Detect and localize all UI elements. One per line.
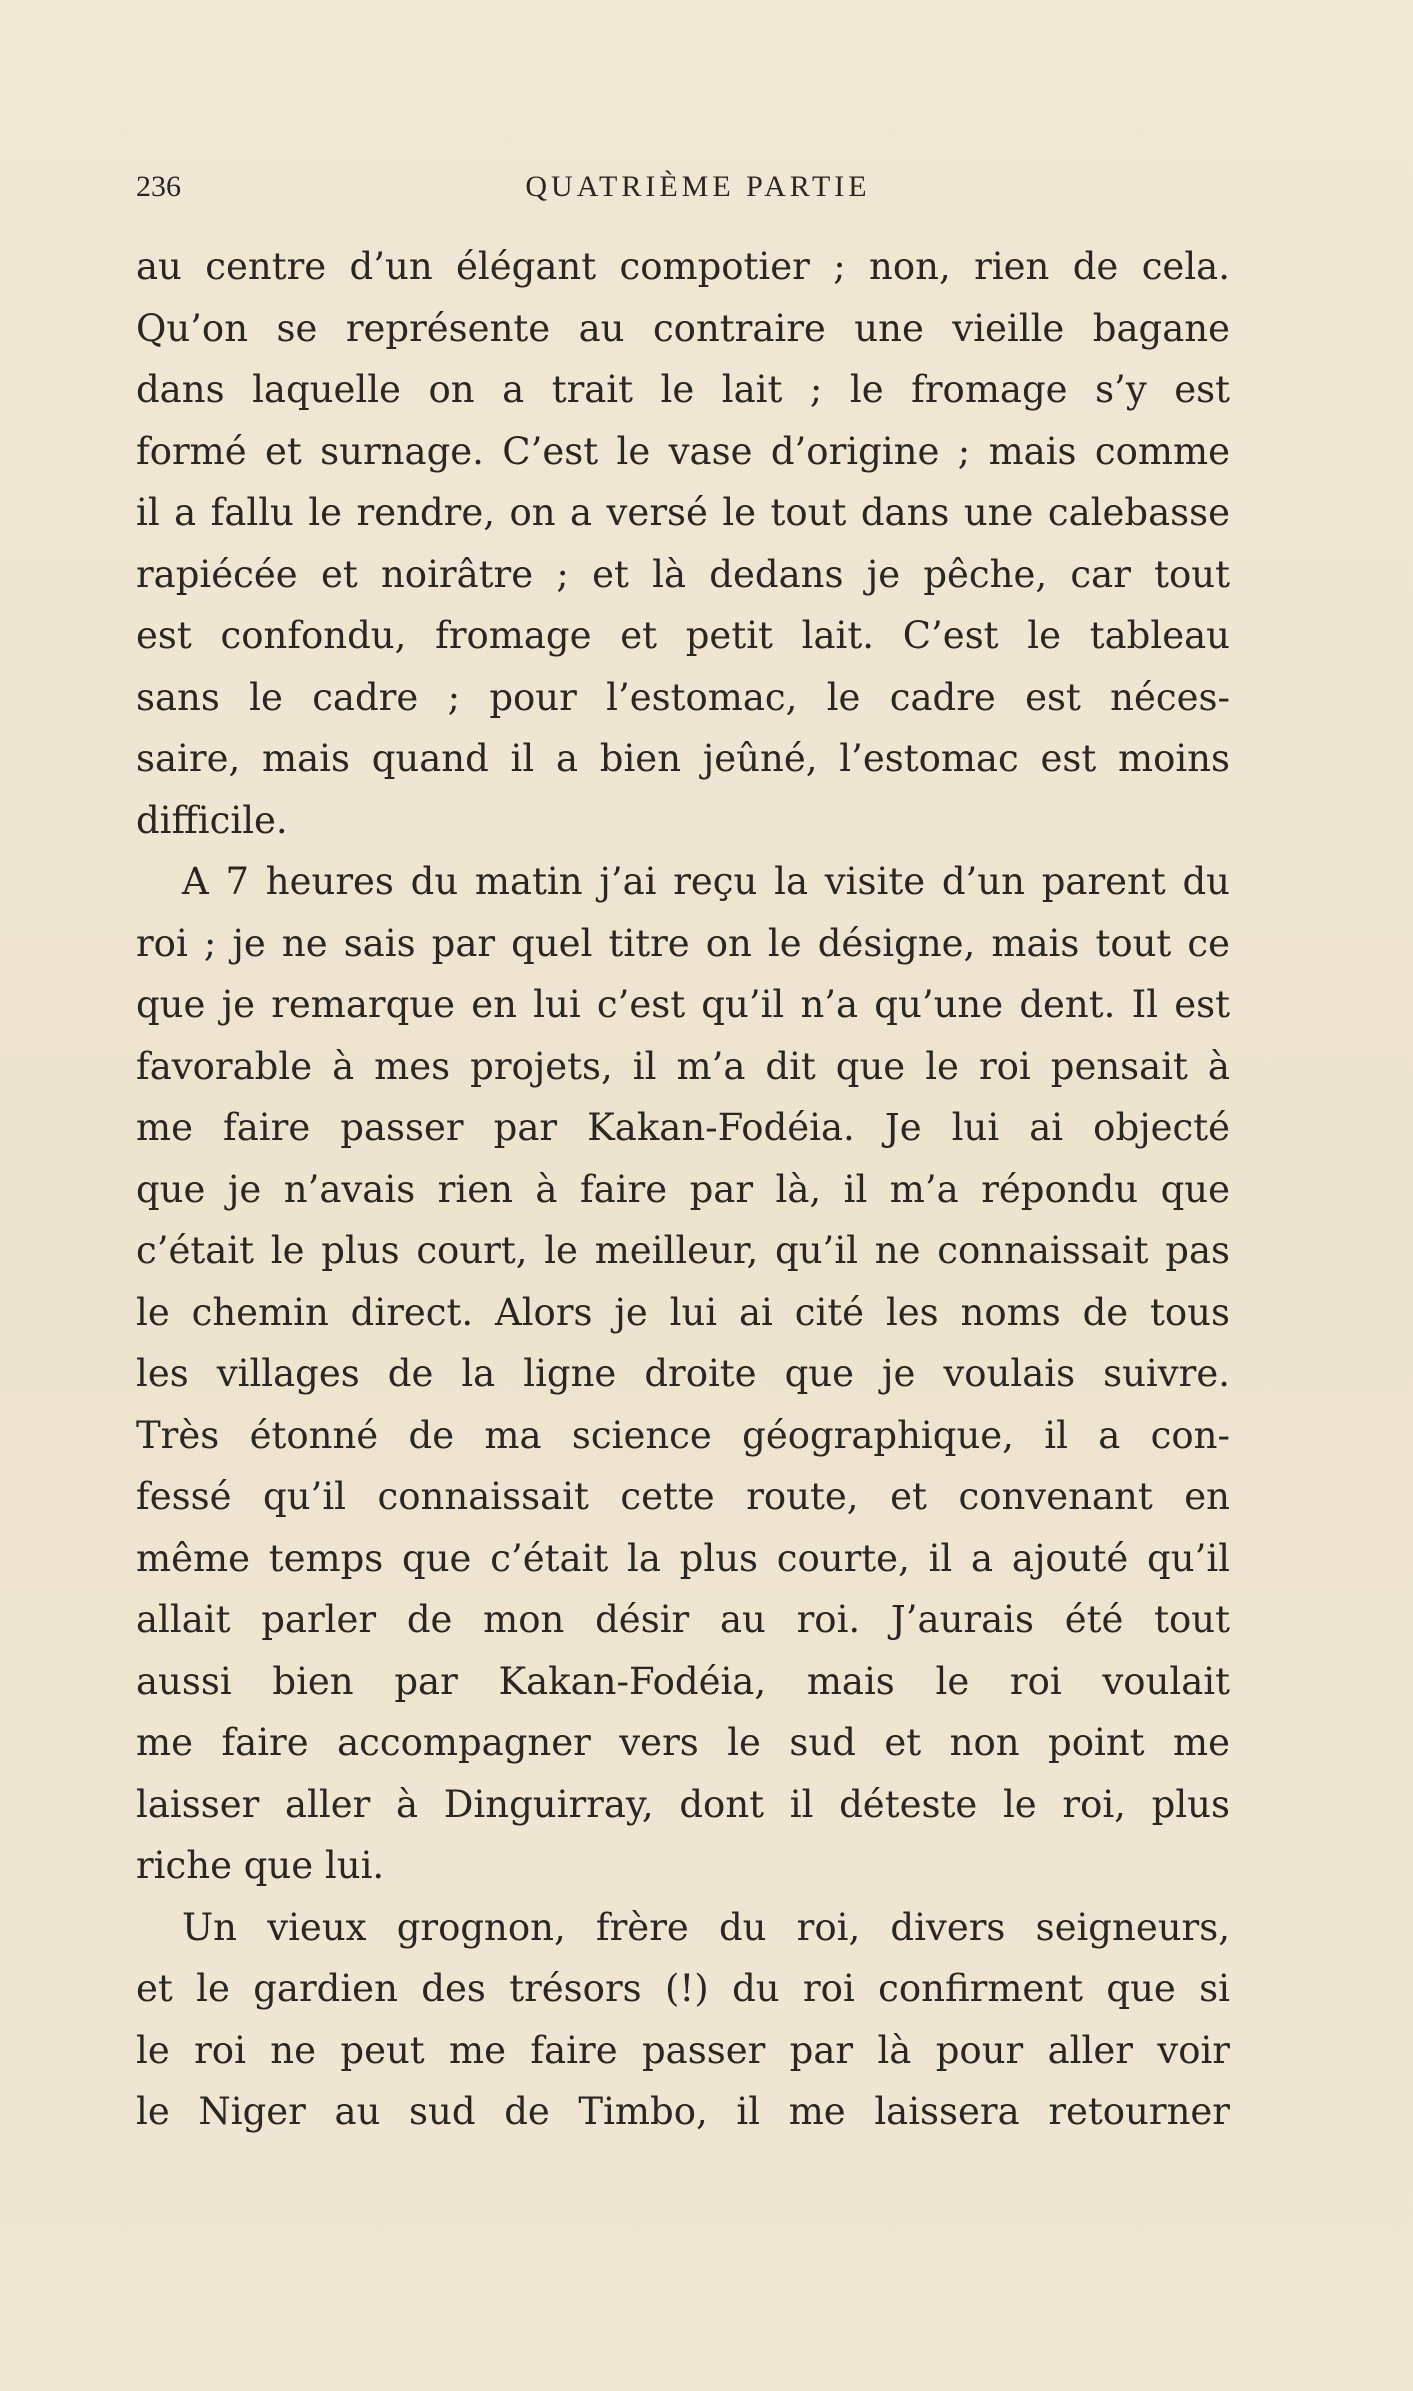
text-line: fessé qu’il connaissait cette route, et convenant en [136,1475,1230,1518]
text-line: me faire accompagner vers le sud et non point me [136,1721,1230,1764]
text-line: aussi bien par Kakan-Fodéia, mais le roi voulait [136,1659,1230,1703]
text-line: rapiécée et noirâtre ; et là dedans je pêche, car tout [136,552,1230,596]
text-line: Très étonné de ma science géographique, il a con- [136,1413,1230,1457]
text-line: Qu’on se représente au contraire une vieille bagane [136,306,1230,350]
paragraph-start-line: Un vieux grognon, frère du roi, divers seigneurs, [182,1905,1230,1949]
text-line: au centre d’un élégant compotier ; non, rien de cela. [136,245,1230,288]
text-line: le chemin direct. Alors je lui ai cité les noms de tous [136,1290,1230,1334]
text-line: me faire passer par Kakan-Fodéia. Je lui ai objecté [136,1106,1230,1149]
text-line: même temps que c’était la plus courte, il a ajouté qu’il [136,1536,1230,1580]
text-line: allait parler de mon désir au roi. J’aurais été tout [136,1598,1230,1641]
paragraph-end-line: difficile. [136,798,288,842]
page-number: 236 [136,170,181,203]
text-line: les villages de la ligne droite que je voulais suivre. [136,1352,1230,1395]
paragraph-start-line: A 7 heures du matin j’ai reçu la visite d’un parent du [182,860,1230,903]
text-line: sans le cadre ; pour l’estomac, le cadre est néces- [136,675,1230,719]
text-line: et le gardien des trésors (!) du roi confirment que si [136,1967,1230,2010]
text-line: que je remarque en lui c’est qu’il n’a qu’une dent. Il est [136,983,1230,1026]
running-title: QUATRIÈME PARTIE [525,170,871,203]
text-line: formé et surnage. C’est le vase d’origine ; mais comme [136,429,1230,473]
text-line: est confondu, fromage et petit lait. C’est le tableau [136,614,1230,657]
body-text [136,236,1230,2143]
text-line: saire, mais quand il a bien jeûné, l’estomac est moins [136,737,1230,780]
text-line: le Niger au sud de Timbo, il me laissera retourner [136,2090,1230,2133]
text-line: roi ; je ne sais par quel titre on le désigne, mais tout ce [136,921,1230,965]
paragraph-end-line: riche que lui. [136,1844,385,1887]
text-line: c’était le plus court, le meilleur, qu’il ne connaissait pas [136,1229,1230,1272]
text-line: il a fallu le rendre, on a versé le tout dans une calebasse [136,491,1230,534]
text-line: laisser aller à Dinguirray, dont il déteste le roi, plus [136,1782,1230,1826]
running-head [136,170,1230,214]
text-line: que je n’avais rien à faire par là, il m’a répondu que [136,1167,1230,1211]
text-line: le roi ne peut me faire passer par là pour aller voir [136,2028,1230,2072]
text-line: dans laquelle on a trait le lait ; le fromage s’y est [136,368,1230,411]
text-line: favorable à mes projets, il m’a dit que le roi pensait à [136,1044,1230,1088]
